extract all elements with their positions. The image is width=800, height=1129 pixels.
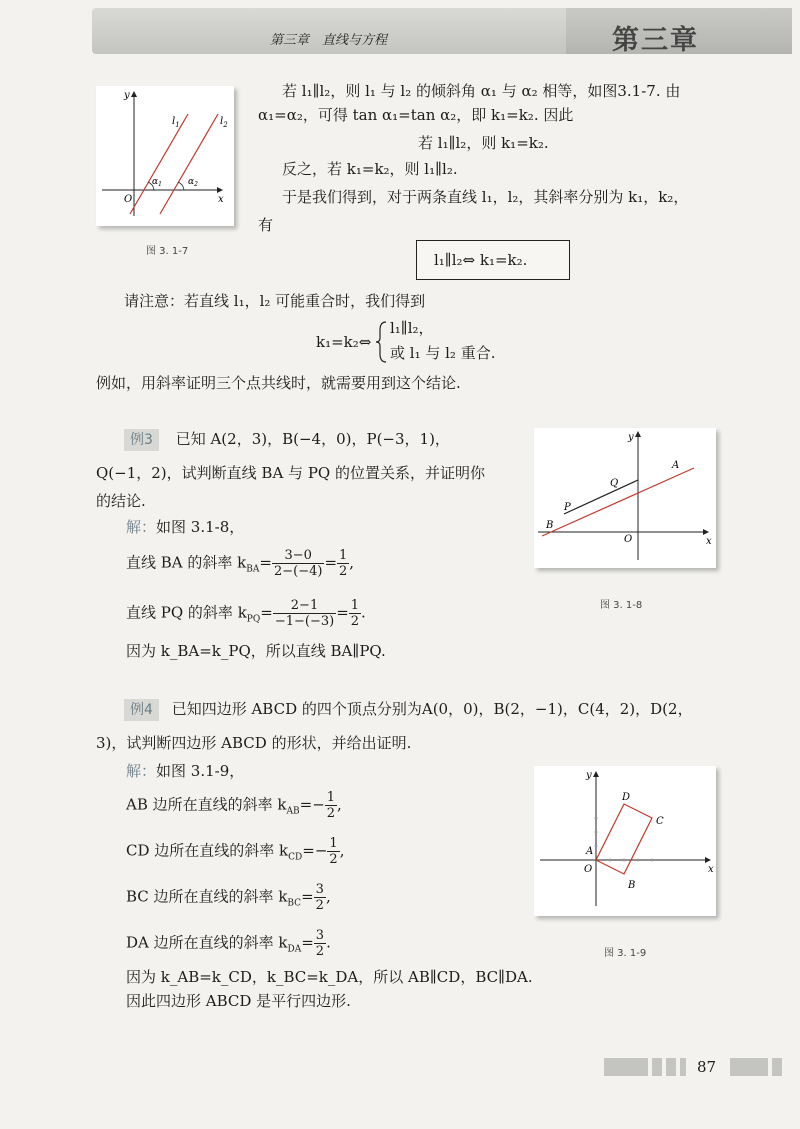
fig2-b-label: B (546, 520, 554, 531)
ex3-pq-prefix: 直线 PQ 的斜率 k (126, 603, 247, 622)
ex4-tag: 例4 (124, 699, 159, 721)
note-case2: 或 l₁ 与 l₂ 重合. (390, 344, 496, 362)
figure-3-1-9 (534, 766, 716, 916)
figure-3-1-8-graph (534, 428, 716, 568)
parallelogram-abcd (596, 804, 652, 874)
fig3-x-label: x (708, 864, 714, 875)
ex3-solution-text: 如图 3.1-8， (156, 518, 245, 536)
figure-3-1-8 (534, 428, 716, 568)
ex3-pq-result: $\frac{1}{2}$ (350, 598, 360, 629)
fig2-p-label: P (564, 502, 571, 513)
ex4-da-fraction: $\frac{3}{2}$ (315, 928, 325, 959)
fig1-a1-label: $\alpha_1$ (152, 177, 162, 188)
para1-line5: 于是我们得到，对于两条直线 l₁，l₂，其斜率分别为 k₁，k₂， (282, 188, 689, 206)
fig1-x-label: x (218, 194, 224, 205)
ex3-pq-sub: PQ (246, 614, 261, 625)
ex4-ab-fraction: $\frac{1}{2}$ (326, 790, 336, 821)
ex3-tag: 例3 (124, 429, 159, 451)
ex4-line2: 3)，试判断四边形 ABCD 的形状，并给出证明. (96, 734, 412, 752)
ex4-bc-slope: BC 边所在直线的斜率 $k_{BC}=$ $\frac{3}{2}$ , (126, 882, 331, 913)
ex4-solution-label: 解： (126, 762, 157, 780)
fig3-c-label: C (656, 816, 664, 827)
ex3-solution-intro (126, 516, 244, 538)
page-bar-2 (652, 1058, 662, 1076)
figure-3-1-9-graph (534, 766, 716, 916)
page-number: 87 (697, 1058, 717, 1076)
line-l1 (130, 114, 188, 214)
fig3-y-label: y (586, 770, 592, 781)
note-line3: 例如，用斜率证明三个点共线时，就需要用到这个结论. (96, 374, 461, 392)
para1-line4: 反之，若 k₁=k₂，则 l₁∥l₂. (282, 160, 458, 178)
para1-line6: 有 (258, 216, 274, 234)
ex3-solution-label: 解： (126, 518, 157, 536)
ex4-da-prefix: DA 边所在直线的斜率 k (126, 933, 288, 952)
fig2-y-label: y (628, 432, 634, 443)
figure-3-1-9-caption: 图 3. 1-9 (604, 948, 647, 959)
para1-line1: 若 l₁∥l₂，则 l₁ 与 l₂ 的倾斜角 α₁ 与 α₂ 相等，如图3.1-7. 由 (282, 82, 681, 100)
tick-marks (594, 818, 652, 862)
ex4-because: 因为 k_AB=k_CD，k_BC=k_DA，所以 AB∥CD，BC∥DA. (126, 968, 533, 986)
line-l2 (160, 114, 218, 214)
ex4-cd-prefix: CD 边所在直线的斜率 k (126, 841, 289, 860)
fig2-origin-label: O (624, 534, 633, 545)
fig3-a-label: A (586, 846, 594, 857)
ex4-cd-sign: − (314, 841, 328, 860)
figure-3-1-8-caption: 图 3. 1-8 (600, 600, 643, 611)
ex4-solution-text: 如图 3.1-9， (156, 762, 245, 780)
ex3-line1-text: 已知 A(2，3)，B(−4，0)，P(−3，1)， (175, 430, 450, 448)
page-bar-6 (772, 1058, 782, 1076)
page-bar-4 (680, 1058, 686, 1076)
ex4-bc-prefix: BC 边所在直线的斜率 k (126, 887, 288, 906)
para1-line3: 若 l₁∥l₂，则 k₁=k₂. (418, 134, 549, 152)
fig1-l1-label: $l_1$ (172, 116, 180, 129)
ex4-ab-sign: − (312, 795, 325, 814)
fig1-y-label: y (124, 90, 130, 101)
page-bar-5 (730, 1058, 768, 1076)
fig3-d-label: D (622, 792, 631, 803)
ex4-cd-slope: CD 边所在直线的斜率 $k_{CD}=-$ $\frac{1}{2}$ , (126, 836, 345, 867)
ex4-therefore: 因此四边形 ABCD 是平行四边形. (126, 992, 351, 1010)
header-subtitle: 第三章 直线与方程 (270, 33, 388, 48)
note-line1: 请注意：若直线 l₁，l₂ 可能重合时，我们得到 (124, 292, 426, 310)
ex3-line2: Q(−1，2)，试判断直线 BA 与 PQ 的位置关系，并证明你 (96, 464, 485, 482)
ex4-ab-prefix: AB 边所在直线的斜率 k (126, 795, 287, 814)
fig3-b-label: B (628, 880, 636, 891)
ex3-ba-slope: 直线 BA 的斜率 $k_{BA}=$ $\frac{3-0}{2-(-4)}$ = $\frac{1}{2}$ , (126, 548, 355, 579)
boxed-formula: l₁∥l₂⇔ k₁=k₂. (434, 251, 528, 269)
ex4-da-sub: DA (287, 944, 302, 955)
page-bar-3 (666, 1058, 676, 1076)
figure-3-1-7-graph (96, 86, 234, 226)
ex3-ba-result: $\frac{1}{2}$ (339, 548, 348, 579)
ex3-ba-prefix: 直线 BA 的斜率 k (126, 553, 247, 572)
note-brace (376, 320, 388, 364)
ex3-conclusion: 因为 k_BA=k_PQ，所以直线 BA∥PQ. (126, 642, 386, 660)
ex3-ba-sub: BA (246, 564, 260, 575)
ex4-line1-text: 已知四边形 ABCD 的四个顶点分别为A(0，0)，B(2，−1)，C(4，2)，D(2， (171, 700, 693, 718)
fig3-origin-label: O (584, 864, 593, 875)
para1-line2: α₁=α₂，可得 tan α₁=tan α₂，即 k₁=k₂. 因此 (258, 106, 574, 124)
ex4-bc-fraction: $\frac{3}{2}$ (315, 882, 324, 913)
figure-3-1-7 (96, 86, 234, 226)
ex3-pq-slope: 直线 PQ 的斜率 $k_{PQ}=$ $\frac{2-1}{-1-(-3)}$ = $\frac{1}{2}$ . (126, 598, 366, 629)
header-chapter: 第三章 (612, 25, 699, 56)
ex4-ab-sub: AB (286, 806, 300, 817)
note-lhs: k₁=k₂⇔ (316, 333, 372, 351)
line-pq (564, 480, 638, 514)
page-bar-1 (604, 1058, 648, 1076)
ex4-da-slope: DA 边所在直线的斜率 $k_{DA}=$ $\frac{3}{2}$ . (126, 928, 331, 959)
fig1-a2-label: $\alpha_2$ (188, 177, 198, 188)
note-case1: l₁∥l₂， (390, 319, 434, 337)
ex3-line3: 的结论. (96, 492, 146, 510)
ex4-ab-slope: AB 边所在直线的斜率 $k_{AB}=-$ $\frac{1}{2}$ , (126, 790, 342, 821)
ex4-bc-sub: BC (287, 898, 302, 909)
figure-3-1-7-caption: 图 3. 1-7 (146, 246, 189, 257)
angle-a2-arc (178, 182, 184, 190)
fig2-q-label: Q (610, 478, 619, 489)
ex4-line1 (124, 698, 693, 721)
ex4-solution-intro (126, 760, 244, 782)
ex3-ba-fraction: $\frac{3-0}{2-(-4)}$ (273, 548, 323, 579)
fig1-origin-label: O (124, 194, 133, 205)
fig2-x-label: x (706, 536, 712, 547)
ex3-line1 (124, 428, 450, 451)
fig1-l2-label: $l_2$ (220, 116, 228, 129)
ex3-pq-fraction: $\frac{2-1}{-1-(-3)}$ (274, 598, 335, 629)
ex4-cd-sub: CD (288, 852, 303, 863)
ex4-cd-fraction: $\frac{1}{2}$ (329, 836, 338, 867)
fig2-a-label: A (672, 460, 680, 471)
